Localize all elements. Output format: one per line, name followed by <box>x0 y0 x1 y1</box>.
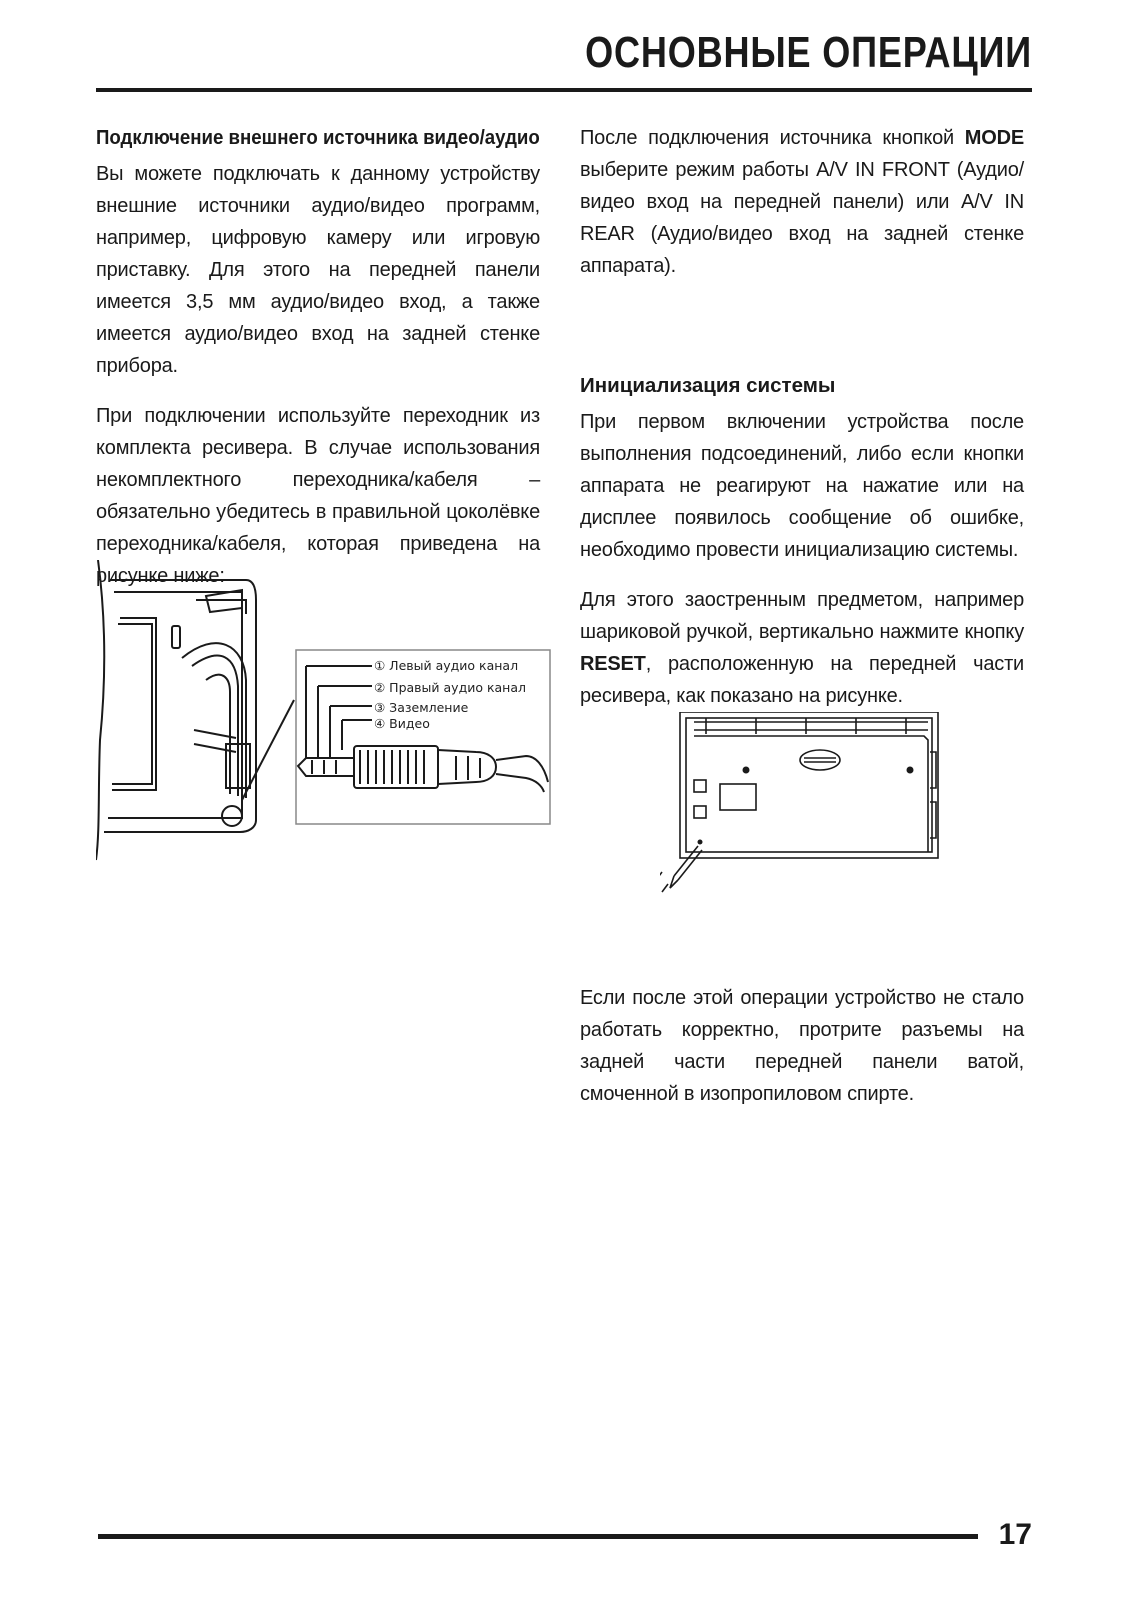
paragraph-clean-contacts: Если после этой операции устройство не стало работать корректно, протрите разъемы на задней части передней панели ватой, смоченной в изопропиловом спирте. <box>580 987 1024 1105</box>
paragraph-av-intro: Вы можете подключать к данному устройству внешние источники аудио/видео программ, например, цифровую камеру или игровую приставку. Для этого на передней панели имеется 3,5 мм аудио/видео вход, а также имеется аудио/видео вход на задней стенке прибора. <box>96 163 540 377</box>
footer-divider <box>98 1534 978 1539</box>
page-title: ОСНОВНЫЕ ОПЕРАЦИИ <box>585 28 1032 77</box>
right-column <box>580 122 1024 1110</box>
section-heading-av-input: Подключение внешнего источника видео/аудио <box>96 126 540 149</box>
paragraph-mode-select: После подключения источника кнопкой MODE выберите режим работы A/V IN FRONT (Аудио/видео вход на передней панели) или A/V IN REAR (Аудио/видео вход на задней стенке аппарата). <box>580 127 1024 277</box>
paragraph-adapter-note: При подключении используйте переходник из комплекта ресивера. В случае использования некомплектного переходника/кабеля – обязательно убедитесь в правильной цоколёвке переходника/кабеля, которая приведена на рисунке ниже: <box>96 405 540 587</box>
legend-right-audio: ② Правый аудио канал <box>374 680 526 695</box>
legend-video: ④ Видео <box>374 716 430 731</box>
page-number: 17 <box>998 1518 1032 1551</box>
jack-pinout-figure <box>96 560 560 880</box>
reset-button-label: RESET <box>580 653 646 675</box>
pinout-box <box>296 650 550 824</box>
reset-diagram-figure <box>660 712 960 912</box>
legend-left-audio: ① Левый аудио канал <box>374 658 519 673</box>
section-heading-init: Инициализация системы <box>580 374 836 397</box>
mode-button-label: MODE <box>964 127 1024 149</box>
legend-ground: ③ Заземление <box>374 700 469 715</box>
paragraph-reset-instructions: Для этого заостренным предметом, например шариковой ручкой, вертикально нажмите кнопку RESET, расположенную на передней части ресивера, как показано на рисунке. <box>580 589 1024 707</box>
left-column <box>96 122 540 592</box>
title-divider <box>96 88 1032 92</box>
paragraph-init-intro: При первом включении устройства после выполнения подсоединений, либо если кнопки аппарата не реагируют на нажатие или на дисплее появилось сообщение об ошибке, необходимо провести инициализацию системы. <box>580 411 1024 561</box>
